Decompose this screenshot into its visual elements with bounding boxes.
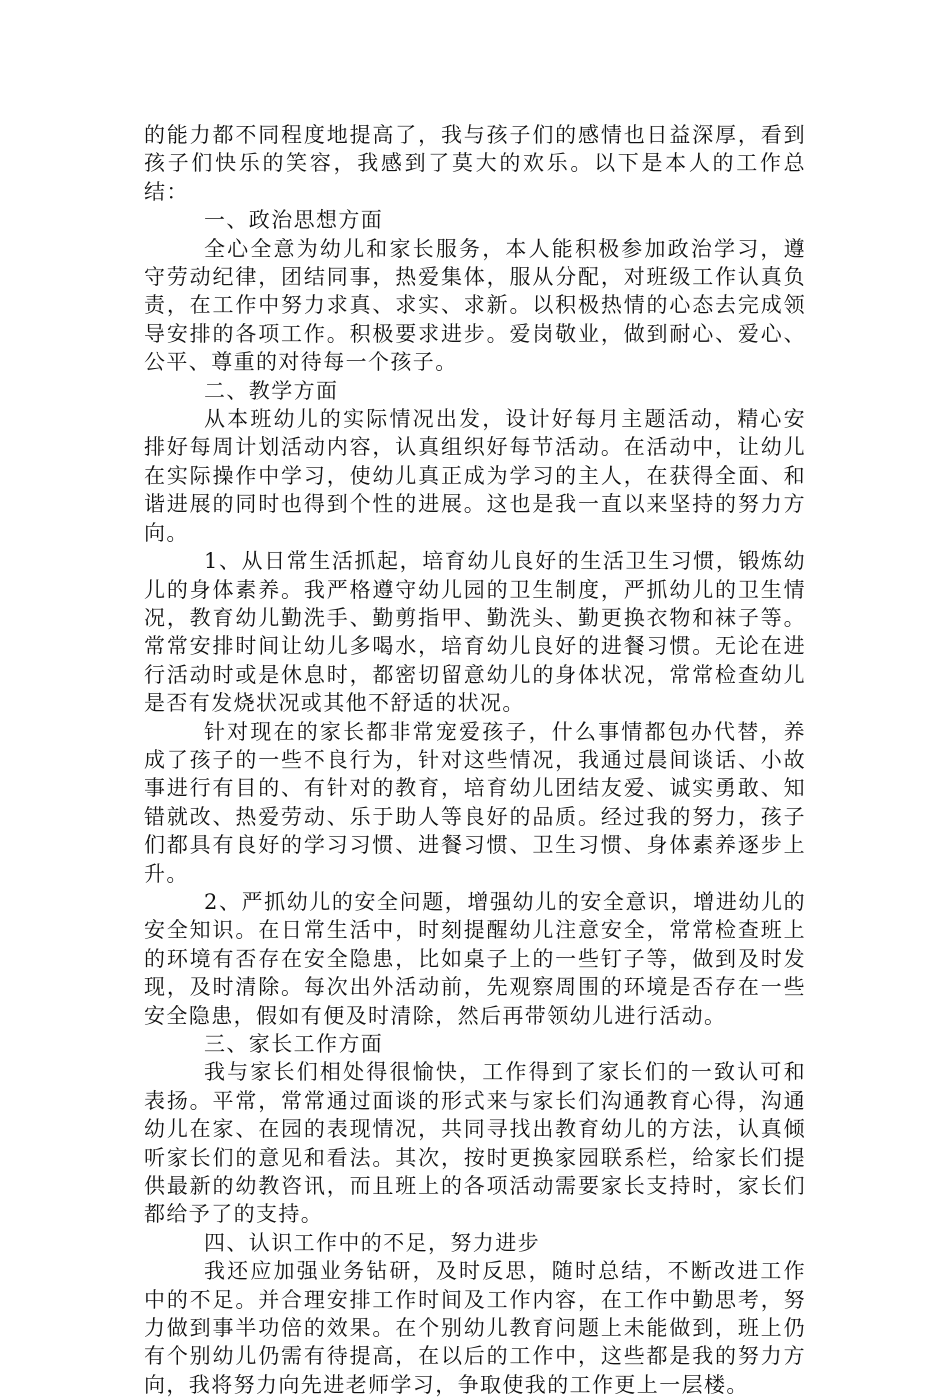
body-paragraph: 我与家长们相处得很愉快，工作得到了家长们的一致认可和表扬。平常，常常通过面谈的形式来与家长们沟通教育心得，沟通幼儿在家、在园的表现情况，共同寻找出教育幼儿的方法，认真倾听家长们的意见和看法。其次，按时更换家园联系栏，给家长们提供最新的幼教咨讯，而且班上的各项活动需要家长支持时，家长们都给予了的支持。 bbox=[144, 1060, 806, 1227]
body-paragraph: 我还应加强业务钻研，及时反思，随时总结，不断改进工作中的不足。并合理安排工作时间及工作内容，在工作中勤思考，努力做到事半功倍的效果。在个别幼儿教育问题上未能做到，班上仍有个别幼儿仍需有待提高，在以后的工作中，这些都是我的努力方向，我将努力向先进老师学习，争取使我的工作更上一层楼。 bbox=[144, 1259, 806, 1397]
document-body bbox=[144, 121, 806, 1399]
body-paragraph: 全心全意为幼儿和家长服务，本人能积极参加政治学习，遵守劳动纪律，团结同事，热爱集体，服从分配，对班级工作认真负责，在工作中努力求真、求实、求新。以积极热情的心态去完成领导安排的各项工作。积极要求进步。爱岗敬业，做到耐心、爱心、公平、尊重的对待每一个孩子。 bbox=[144, 236, 806, 375]
section-heading-political: 一、政治思想方面 bbox=[204, 208, 384, 233]
body-paragraph-item-2: 2、严抓幼儿的安全问题，增强幼儿的安全意识，增进幼儿的安全知识。在日常生活中，时刻提醒幼儿注意安全，常常检查班上的环境有否存在安全隐患，比如桌子上的一些钉子等，做到及时发现，及时清除。每次出外活动前，先观察周围的环境是否存在一些安全隐患，假如有便及时清除，然后再带领幼儿进行活动。 bbox=[144, 889, 806, 1028]
body-paragraph: 针对现在的家长都非常宠爱孩子，什么事情都包办代替，养成了孩子的一些不良行为，针对这些情况，我通过晨间谈话、小故事进行有目的、有针对的教育，培育幼儿团结友爱、诚实勇敢、知错就改、热爱劳动、乐于助人等良好的品质。经过我的努力，孩子们都具有良好的学习习惯、进餐习惯、卫生习惯、身体素养逐步上升。 bbox=[144, 719, 806, 886]
body-paragraph-item-1: 1、从日常生活抓起，培育幼儿良好的生活卫生习惯，锻炼幼儿的身体素养。我严格遵守幼儿园的卫生制度，严抓幼儿的卫生情况，教育幼儿勤洗手、勤剪指甲、勤洗头、勤更换衣物和袜子等。常常安排时间让幼儿多喝水，培育幼儿良好的进餐习惯。无论在进行活动时或是休息时，都密切留意幼儿的身体状况，常常检查幼儿是否有发烧状况或其他不舒适的状况。 bbox=[144, 549, 806, 716]
section-heading-teaching: 二、教学方面 bbox=[204, 378, 339, 403]
section-heading-parents: 三、家长工作方面 bbox=[204, 1032, 384, 1056]
section-heading-shortcomings: 四、认识工作中的不足，努力进步 bbox=[204, 1230, 540, 1255]
body-paragraph-continuation: 的能力都不同程度地提高了，我与孩子们的感情也日益深厚，看到孩子们快乐的笑容，我感到了莫大的欢乐。以下是本人的工作总结： bbox=[144, 123, 806, 204]
body-paragraph: 从本班幼儿的实际情况出发，设计好每月主题活动，精心安排好每周计划活动内容，认真组织好每节活动。在活动中，让幼儿在实际操作中学习，使幼儿真正成为学习的主人，在获得全面、和谐进展的同时也得到个性的进展。这也是我一直以来坚持的努力方向。 bbox=[144, 407, 806, 545]
